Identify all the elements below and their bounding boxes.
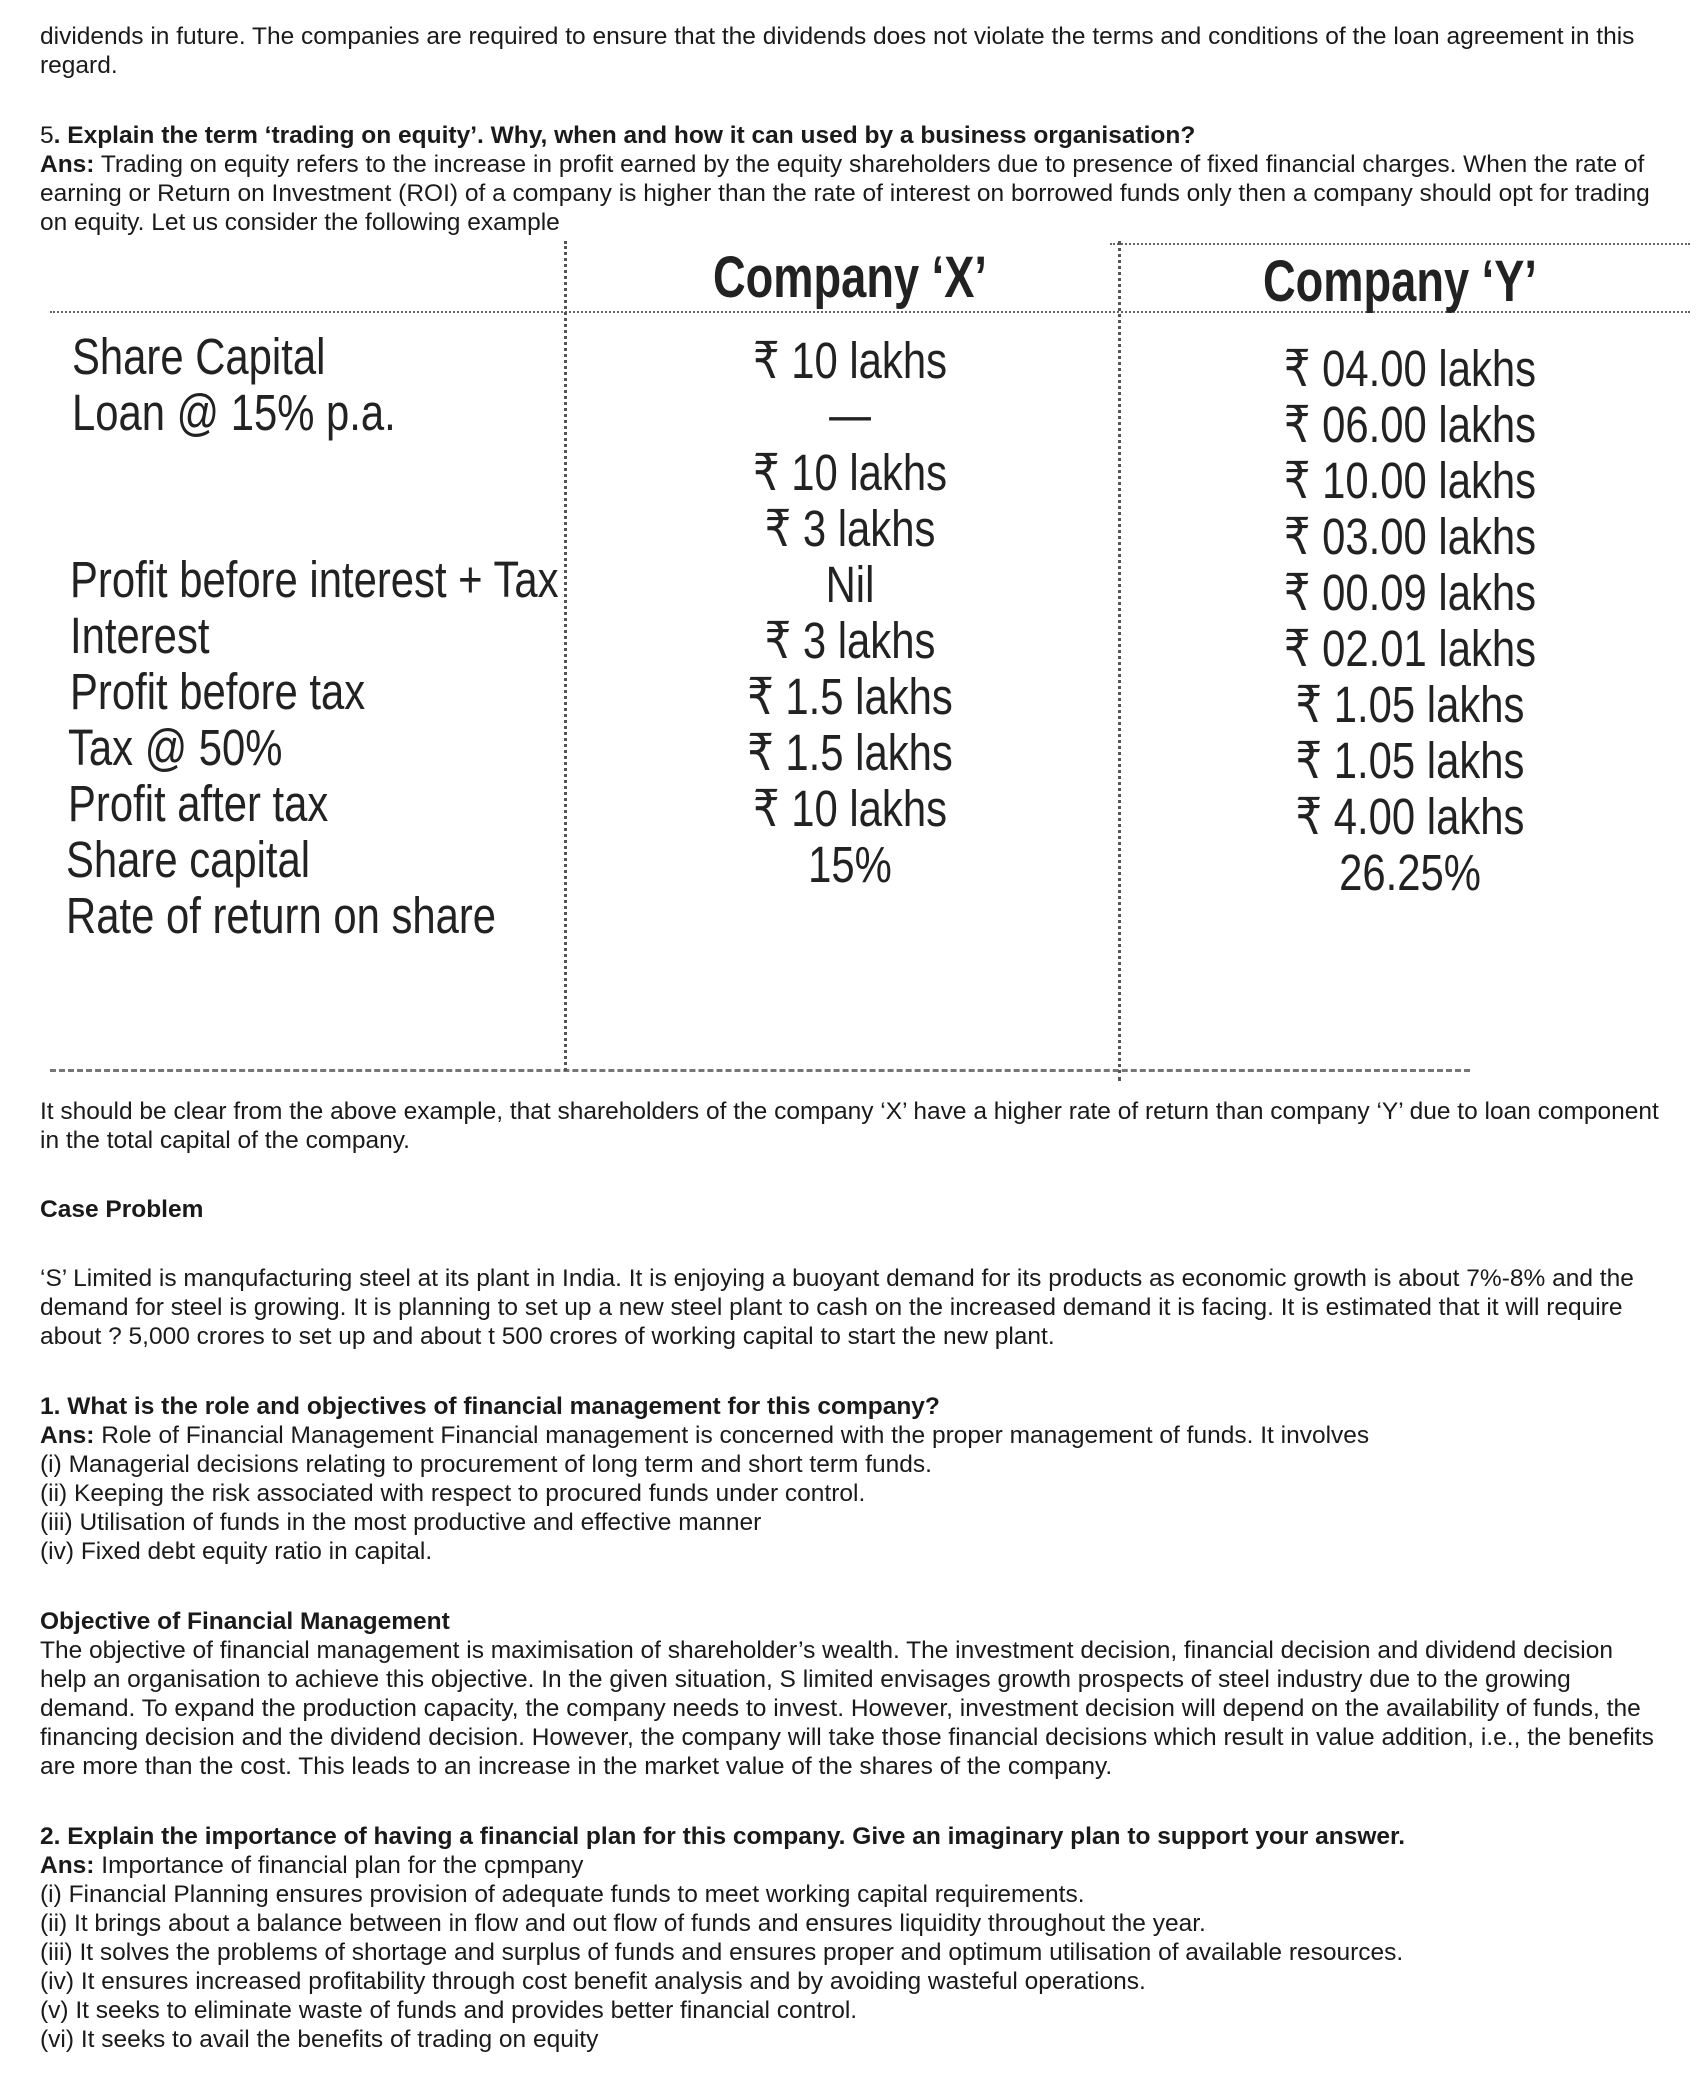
y-loan: ₹ 06.00 lakhs xyxy=(1283,396,1537,453)
row-label-share-capital: Share Capital xyxy=(72,328,326,385)
row-label-pbit: Profit before interest + Tax xyxy=(70,551,559,608)
objective-text: The objective of financial management is maximisation of shareholder’s wealth. The investment decision, financial decision and dividend decision help an organisation to achieve this objective. In the given situation, S limited envisages growth prospects of steel industry due to the growing demand. To expand the production capacity, the company needs to invest. However, investment decision will depend on the availability of funds, the financing decision and the dividend decision. However, the company will take those financial decisions which result in value addition, i.e., the benefits are more than the cost. This leads to an increase in the market value of the shares of the company. xyxy=(40,1637,1654,1780)
q1-point-2: (ii) Keeping the risk associated with respect to procured funds under control. xyxy=(40,1480,866,1507)
x-pat: ₹ 1.5 lakhs xyxy=(747,724,953,781)
x-tax: ₹ 1.5 lakhs xyxy=(747,668,953,725)
header-company-x: Company ‘X’ xyxy=(712,245,987,310)
q1-answer-text: Role of Financial Management Financial management is concerned with the proper management of funds. It involves xyxy=(94,1422,1370,1449)
q5-ans-label: Ans: xyxy=(40,151,95,178)
q5-answer-text: Trading on equity refers to the increase in profit earned by the equity shareholders due to presence of fixed financial charges. When the rate of earning or Return on Investment (ROI) of a company is higher than the rate of interest on borrowed funds only then a company should opt for trading on equity. Let us consider the following example xyxy=(40,151,1650,236)
objective-heading: Objective of Financial Management xyxy=(40,1608,450,1635)
q2-question: 2. Explain the importance of having a financial plan for this company. Give an imaginary plan to support your answer. xyxy=(40,1823,1406,1850)
x-rate-of-return: 15% xyxy=(808,836,892,893)
x-share-capital: ₹ 10 lakhs xyxy=(752,332,947,389)
row-label-loan: Loan @ 15% p.a. xyxy=(72,384,396,441)
q5-question-text: . Explain the term ‘trading on equity’. Why, when and how it can used by a business organisation? xyxy=(53,122,1196,149)
q2-point-3: (iii) It solves the problems of shortage and surplus of funds and ensures proper and optimum utilisation of available resources. xyxy=(40,1939,1404,1966)
x-pbt: ₹ 3 lakhs xyxy=(764,612,936,669)
row-label-share-capital-2: Share capital xyxy=(66,831,311,888)
y-tax: ₹ 1.05 lakhs xyxy=(1295,676,1525,733)
y-total: ₹ 10.00 lakhs xyxy=(1283,452,1537,509)
q1-point-4: (iv) Fixed debt equity ratio in capital. xyxy=(40,1538,433,1565)
trading-on-equity-table xyxy=(30,237,1690,1097)
q2-answer-text: Importance of financial plan for the cpmpany xyxy=(94,1852,584,1879)
after-table-text: It should be clear from the above example, that shareholders of the company ‘X’ have a higher rate of return than company ‘Y’ due to loan component in the total capital of the company. xyxy=(40,1098,1659,1154)
x-loan: — xyxy=(829,386,871,443)
x-total: ₹ 10 lakhs xyxy=(752,444,947,501)
q1-answer xyxy=(40,1421,1660,1450)
q2-point-4: (iv) It ensures increased profitability through cost benefit analysis and by avoiding wasteful operations. xyxy=(40,1968,1146,1995)
table-top-rule-right xyxy=(1110,243,1690,245)
q2-answer xyxy=(40,1851,1660,1880)
q5-answer xyxy=(40,150,1660,237)
table-bottom-rule xyxy=(50,1069,1470,1072)
q2-point-5: (v) It seeks to eliminate waste of funds and provides better financial control. xyxy=(40,1997,858,2024)
q2-ans-label: Ans: xyxy=(40,1852,95,1879)
document-page xyxy=(40,22,1660,2054)
y-interest: ₹ 00.09 lakhs xyxy=(1283,564,1537,621)
q2-point-1: (i) Financial Planning ensures provision of adequate funds to meet working capital requirements. xyxy=(40,1881,1085,1908)
y-pat: ₹ 1.05 lakhs xyxy=(1295,732,1525,789)
case-problem-text: ‘S’ Limited is manqufacturing steel at its plant in India. It is enjoying a buoyant demand for its products as economic growth is about 7%-8% and the demand for steel is growing. It is planning to set up a new steel plant to cash on the increased demand it is facing. It is estimated that it will require about ? 5,000 crores to set up and about t 500 crores of working capital to start the new plant. xyxy=(40,1265,1634,1350)
row-label-pbt: Profit before tax xyxy=(70,663,366,720)
y-rate-of-return: 26.25% xyxy=(1339,844,1481,901)
row-label-interest: Interest xyxy=(70,607,210,664)
q1-point-3: (iii) Utilisation of funds in the most productive and effective manner xyxy=(40,1509,762,1536)
q1-point-1: (i) Managerial decisions relating to procurement of long term and short term funds. xyxy=(40,1451,932,1478)
x-pbit: ₹ 3 lakhs xyxy=(764,500,936,557)
intro-continuation: dividends in future. The companies are required to ensure that the dividends does not violate the terms and conditions of the loan agreement in this regard. xyxy=(40,23,1635,79)
row-label-rate-of-return: Rate of return on share xyxy=(66,887,497,944)
y-share-capital: ₹ 04.00 lakhs xyxy=(1283,340,1537,397)
x-interest: Nil xyxy=(825,556,875,613)
y-pbit: ₹ 03.00 lakhs xyxy=(1283,508,1537,565)
case-problem-heading: Case Problem xyxy=(40,1196,204,1223)
row-label-tax: Tax @ 50% xyxy=(68,719,283,776)
table-col-divider-2 xyxy=(1118,241,1121,1081)
q1-question: 1. What is the role and objectives of financial management for this company? xyxy=(40,1393,940,1420)
q2-point-2: (ii) It brings about a balance between in flow and out flow of funds and ensures liquidity throughout the year. xyxy=(40,1910,1206,1937)
table-col-divider-1 xyxy=(564,241,567,1071)
q5-question xyxy=(40,121,1660,150)
y-pbt: ₹ 02.01 lakhs xyxy=(1283,620,1537,677)
y-share-capital-2: ₹ 4.00 lakhs xyxy=(1295,788,1525,845)
q1-ans-label: Ans: xyxy=(40,1422,95,1449)
header-company-y: Company ‘Y’ xyxy=(1262,249,1537,314)
q2-point-6: (vi) It seeks to avail the benefits of trading on equity xyxy=(40,2026,599,2053)
q5-number: 5 xyxy=(40,122,54,149)
x-share-capital-2: ₹ 10 lakhs xyxy=(752,780,947,837)
row-label-pat: Profit after tax xyxy=(68,775,329,832)
